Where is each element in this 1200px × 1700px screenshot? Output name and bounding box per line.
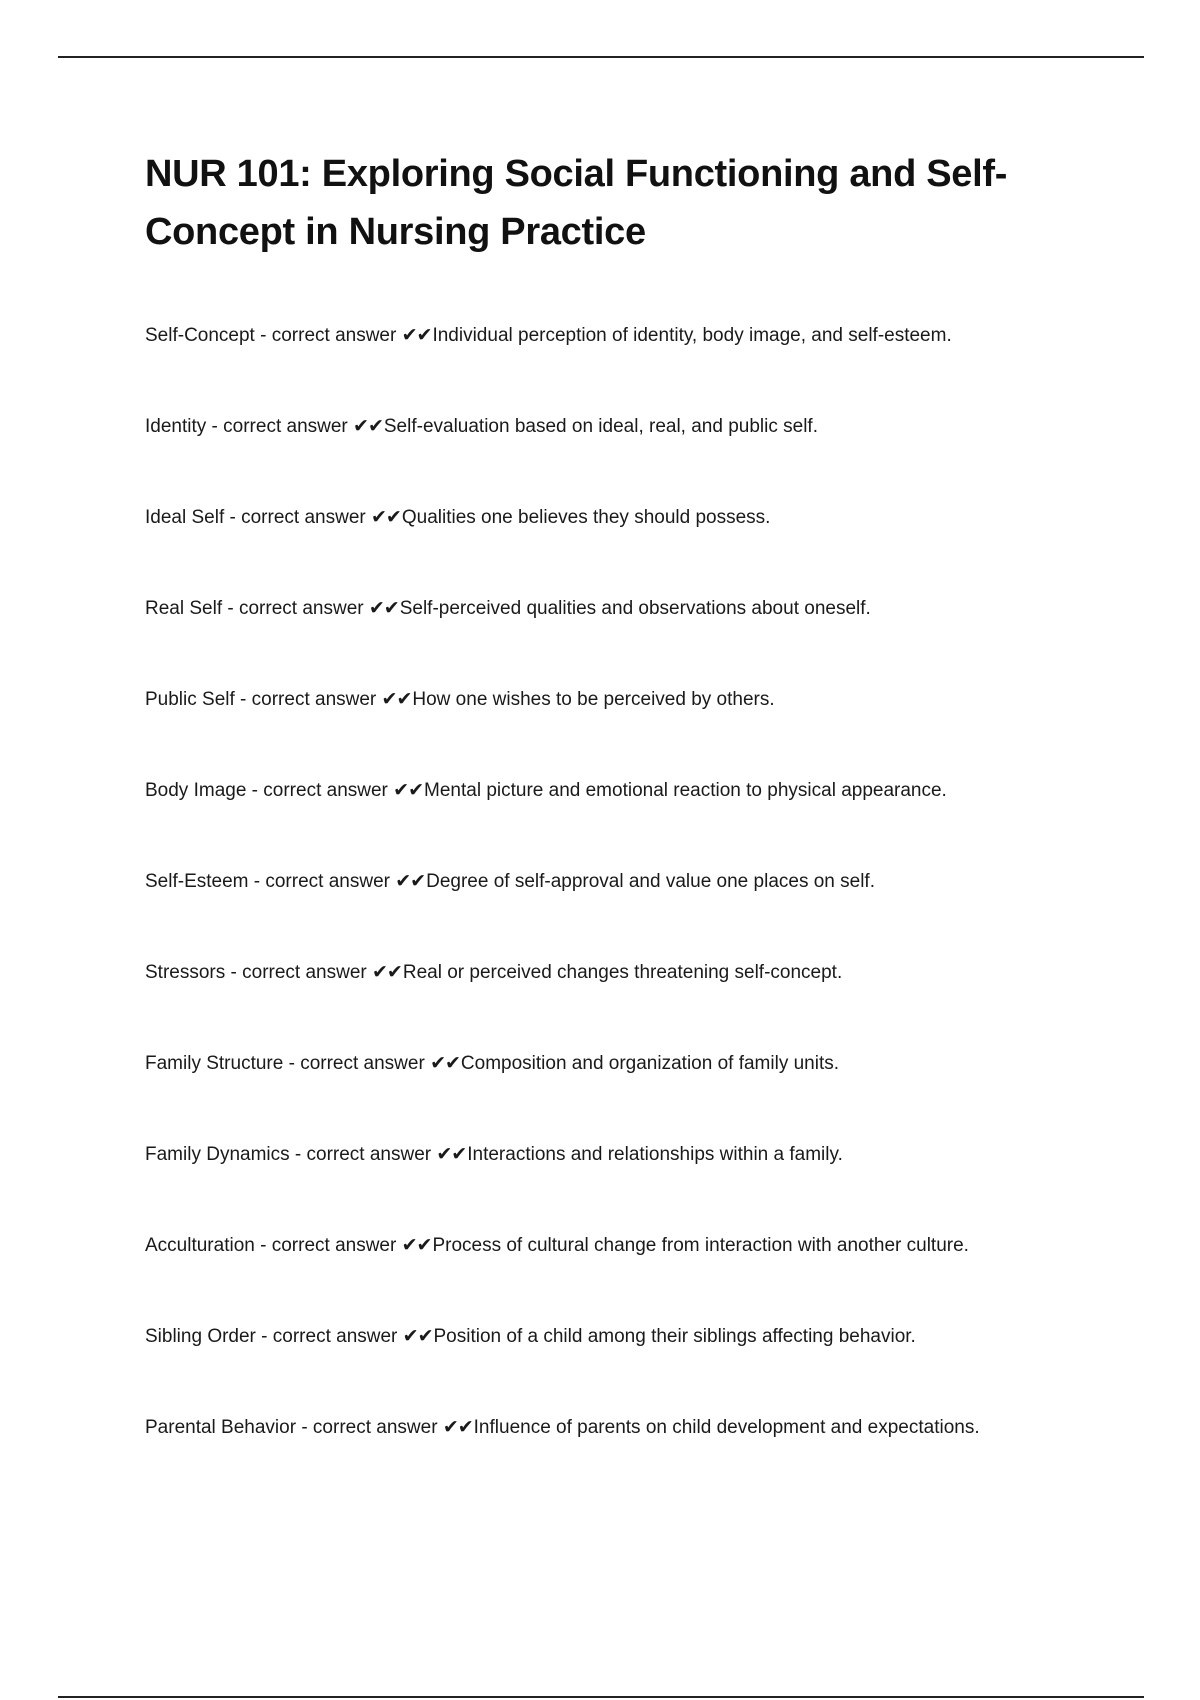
definition: Position of a child among their siblings affecting behavior. <box>433 1326 916 1347</box>
term: Acculturation <box>145 1235 255 1256</box>
definition-list <box>145 322 1145 1505</box>
definition: How one wishes to be perceived by others. <box>412 689 775 710</box>
separator: - correct answer <box>225 962 373 983</box>
page-title: NUR 101: Exploring Social Functioning and Self-Concept in Nursing Practice <box>145 153 1008 253</box>
definition: Self-evaluation based on ideal, real, and public self. <box>383 416 818 437</box>
separator: - correct answer <box>234 689 382 710</box>
checkmark-icon: ✔✔ <box>381 689 412 710</box>
separator: - correct answer <box>248 871 396 892</box>
checkmark-icon: ✔✔ <box>395 871 426 892</box>
separator: - correct answer <box>255 1326 403 1347</box>
list-item <box>145 413 1145 504</box>
list-item <box>145 504 1145 595</box>
separator: - correct answer <box>206 416 354 437</box>
checkmark-icon: ✔✔ <box>372 962 402 983</box>
checkmark-icon: ✔✔ <box>368 598 399 619</box>
definition: Self-perceived qualities and observations about oneself. <box>399 598 871 619</box>
definition: Mental picture and emotional reaction to physical appearance. <box>424 780 947 801</box>
top-divider <box>58 56 1144 58</box>
checkmark-icon: ✔✔ <box>402 1326 433 1347</box>
separator: - correct answer <box>296 1417 443 1438</box>
term: Stressors <box>145 962 226 983</box>
checkmark-icon: ✔✔ <box>393 780 424 801</box>
definition: Process of cultural change from interaction with another culture. <box>432 1235 969 1256</box>
separator: - correct answer <box>254 325 402 346</box>
definition: Qualities one believes they should possess. <box>401 507 771 528</box>
term: Family Structure <box>145 1053 284 1074</box>
term: Family Dynamics <box>145 1144 290 1165</box>
term: Public Self <box>145 689 235 710</box>
bottom-divider <box>58 1696 1144 1698</box>
checkmark-icon: ✔✔ <box>430 1053 460 1074</box>
list-item <box>145 595 1145 686</box>
list-item <box>145 1323 1145 1414</box>
definition: Individual perception of identity, body image, and self-esteem. <box>432 325 952 346</box>
term: Self-Esteem <box>145 871 249 892</box>
checkmark-icon: ✔✔ <box>371 507 401 528</box>
definition: Interactions and relationships within a family. <box>467 1144 843 1165</box>
list-item <box>145 1232 1145 1323</box>
definition: Composition and organization of family units. <box>460 1053 840 1074</box>
separator: - correct answer <box>289 1144 437 1165</box>
list-item <box>145 959 1145 1050</box>
definition: Real or perceived changes threatening self-concept. <box>402 962 843 983</box>
term: Body Image <box>145 780 247 801</box>
definition: Influence of parents on child development and expectations. <box>473 1417 980 1438</box>
list-item <box>145 686 1145 777</box>
list-item <box>145 322 1145 413</box>
checkmark-icon: ✔✔ <box>436 1144 467 1165</box>
checkmark-icon: ✔✔ <box>442 1417 473 1438</box>
list-item <box>145 1414 1145 1505</box>
separator: - correct answer <box>246 780 394 801</box>
term: Parental Behavior <box>145 1417 297 1438</box>
checkmark-icon: ✔✔ <box>401 325 432 346</box>
separator: - correct answer <box>224 507 371 528</box>
definition: Degree of self-approval and value one places on self. <box>426 871 875 892</box>
list-item <box>145 1141 1145 1232</box>
separator: - correct answer <box>254 1235 402 1256</box>
term: Self-Concept <box>145 325 255 346</box>
separator: - correct answer <box>222 598 369 619</box>
checkmark-icon: ✔✔ <box>353 416 383 437</box>
separator: - correct answer <box>283 1053 431 1074</box>
list-item <box>145 777 1145 868</box>
term: Identity <box>145 416 207 437</box>
list-item <box>145 1050 1145 1141</box>
term: Real Self <box>145 598 223 619</box>
term: Sibling Order <box>145 1326 256 1347</box>
term: Ideal Self <box>145 507 225 528</box>
checkmark-icon: ✔✔ <box>401 1235 432 1256</box>
list-item <box>145 868 1145 959</box>
